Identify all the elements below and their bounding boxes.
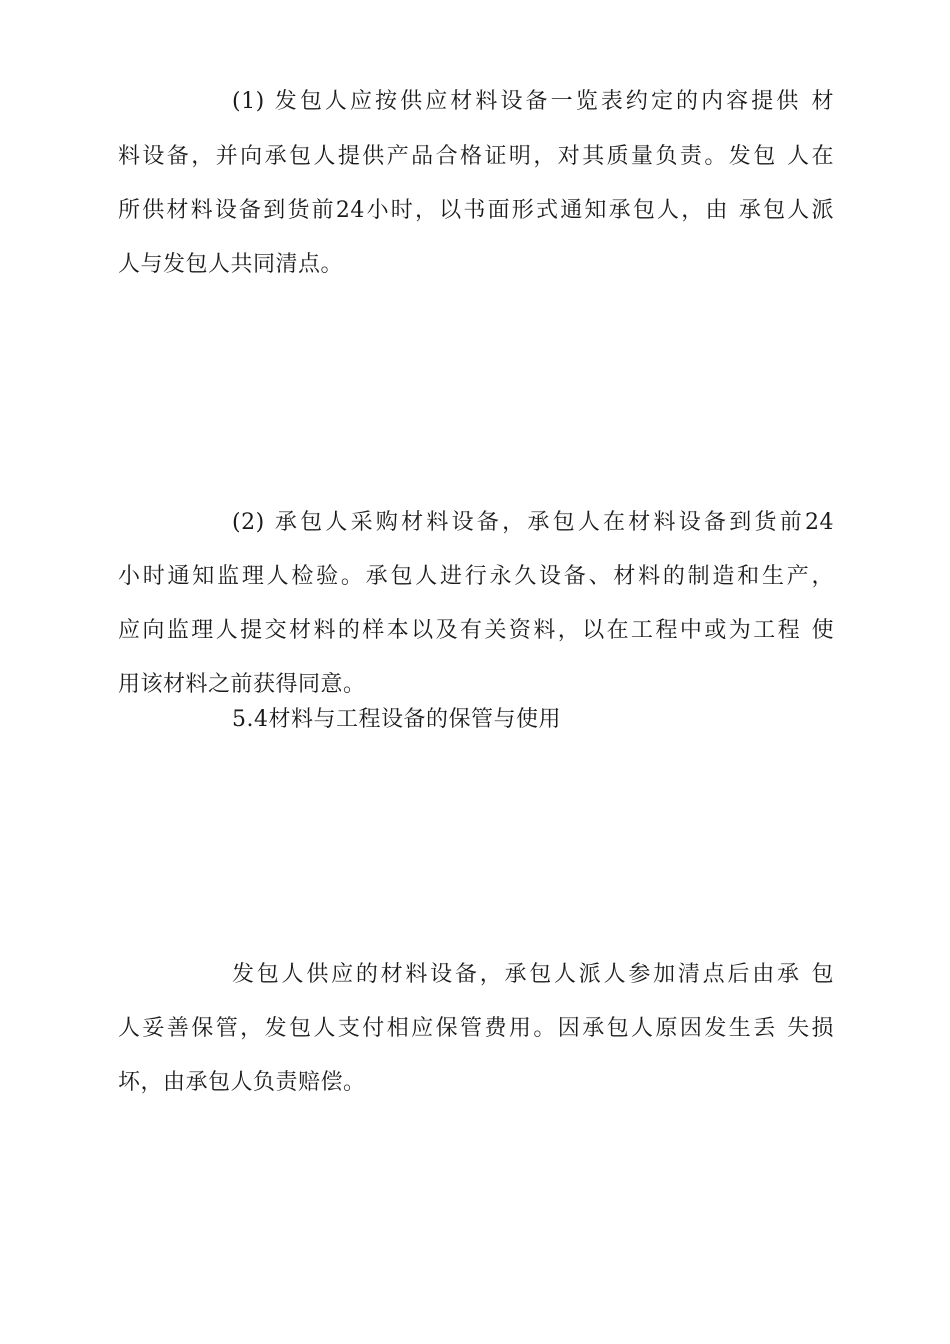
paragraph-3-line-3: 坏，由承包人负责赔偿。 bbox=[118, 1070, 366, 1095]
paragraph-2-line-2: 小时通知监理人检验。承包人进行永久设备、材料的制造和生产， bbox=[118, 564, 834, 589]
section-heading: 5.4材料与工程设备的保管与使用 bbox=[232, 707, 561, 732]
paragraph-2-line-4: 用该材料之前获得同意。 bbox=[118, 672, 366, 697]
paragraph-3-line-1: 发包人供应的材料设备，承包人派人参加清点后由承 包 bbox=[232, 962, 834, 987]
paragraph-2-line-3: 应向监理人提交材料的样本以及有关资料，以在工程中或为工程 使 bbox=[118, 618, 834, 643]
paragraph-1-line-3: 所供材料设备到货前24小时，以书面形式通知承包人，由 承包人派 bbox=[118, 198, 834, 223]
paragraph-1-line-2: 料设备，并向承包人提供产品合格证明，对其质量负责。发包 人在 bbox=[118, 144, 834, 169]
paragraph-1-line-4: 人与发包人共同清点。 bbox=[118, 252, 344, 277]
paragraph-1-line-1: (1) 发包人应按供应材料设备一览表约定的内容提供 材 bbox=[232, 89, 834, 114]
paragraph-3-line-2: 人妥善保管，发包人支付相应保管费用。因承包人原因发生丢 失损 bbox=[118, 1016, 834, 1041]
paragraph-2-line-1: (2) 承包人采购材料设备，承包人在材料设备到货前24 bbox=[232, 510, 834, 535]
